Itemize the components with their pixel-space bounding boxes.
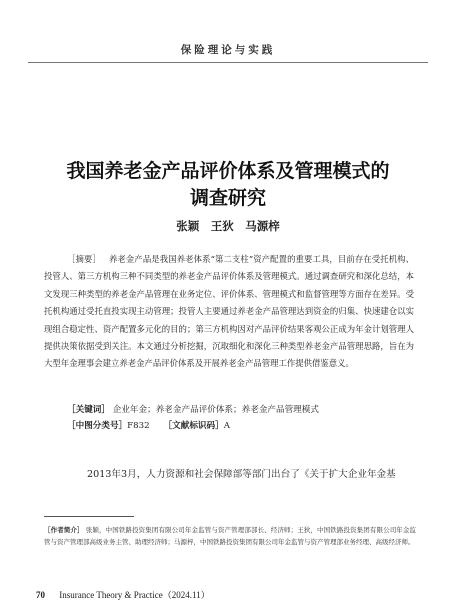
header-rule [28,62,428,63]
article-title [20,158,436,212]
running-head: 保险理论与实践 [180,44,276,56]
clc-code: F832 [127,421,150,431]
abstract-label: ［摘要］ [67,254,101,264]
abstract-block [44,251,414,373]
classification-line [67,419,417,431]
page-number: 70 [36,590,45,600]
doc-code: A [223,421,230,431]
keywords-label: ［关键词］ [67,405,110,415]
keywords-text: 企业年金；养老金产品评价体系；养老金产品管理模式 [112,405,319,415]
abstract-text: 养老金产品是我国养老体系“第二支柱”资产配置的重要工具，目前存在受托机构、投管人、第三方机构三种不同类型的养老金产品评价体系及管理模式。通过调查研究和深化总结，本文发现三种类型的养老金产品管理在业务定位、评价体系、管理模式和监督管理等方面存在差异。受托机构通过受托直投实现主动管理；投管人主要通过养老金产品管理达到资金的归集、快速建仓以实现组合稳定性、资产配置多元化的目的；第三方机构因对产品评价结果客观公正成为年金计划管理人提供决策依据受到关注。本文通过分析挖掘，沉取细化和深化三种类型养老金产品管理思路，旨在为大型年金理事会建立养老金产品评价体系及开展养老金产品管理工作提供借鉴意义。 [44,254,415,369]
footnote-text: 张颖，中国铁路投资集团有限公司年金监管与资产管理部部长、经济师；王狄，中国铁路投资集团有限公司年金监管与资产管理部高级业务主管、助理经济师；马源梓，中国铁路投资集团有限公司年金监管与资产管理部业务经理、高级经济师。 [44,526,417,546]
clc-label: ［中图分类号］ [67,421,128,431]
body-paragraph [44,466,414,480]
author-footnote [44,524,416,548]
body-first-line: 2013年3月，人力资源和社会保障部等部门出台了《关于扩大企业年金基 [87,469,396,480]
footnote-rule [44,516,134,517]
doc-code-label: ［文献标识码］ [163,421,224,431]
footnote-label: ［作者简介］ [44,526,84,534]
journal-name: Insurance Theory & Practice（2024.11） [59,590,210,600]
author-list: 张颖 王狄 马源梓 [176,219,280,233]
title-line-2: 调查研究 [189,187,266,209]
page-footer [36,588,210,601]
keywords-line [67,403,417,415]
title-line-1: 我国养老金产品评价体系及管理模式的 [66,160,390,182]
